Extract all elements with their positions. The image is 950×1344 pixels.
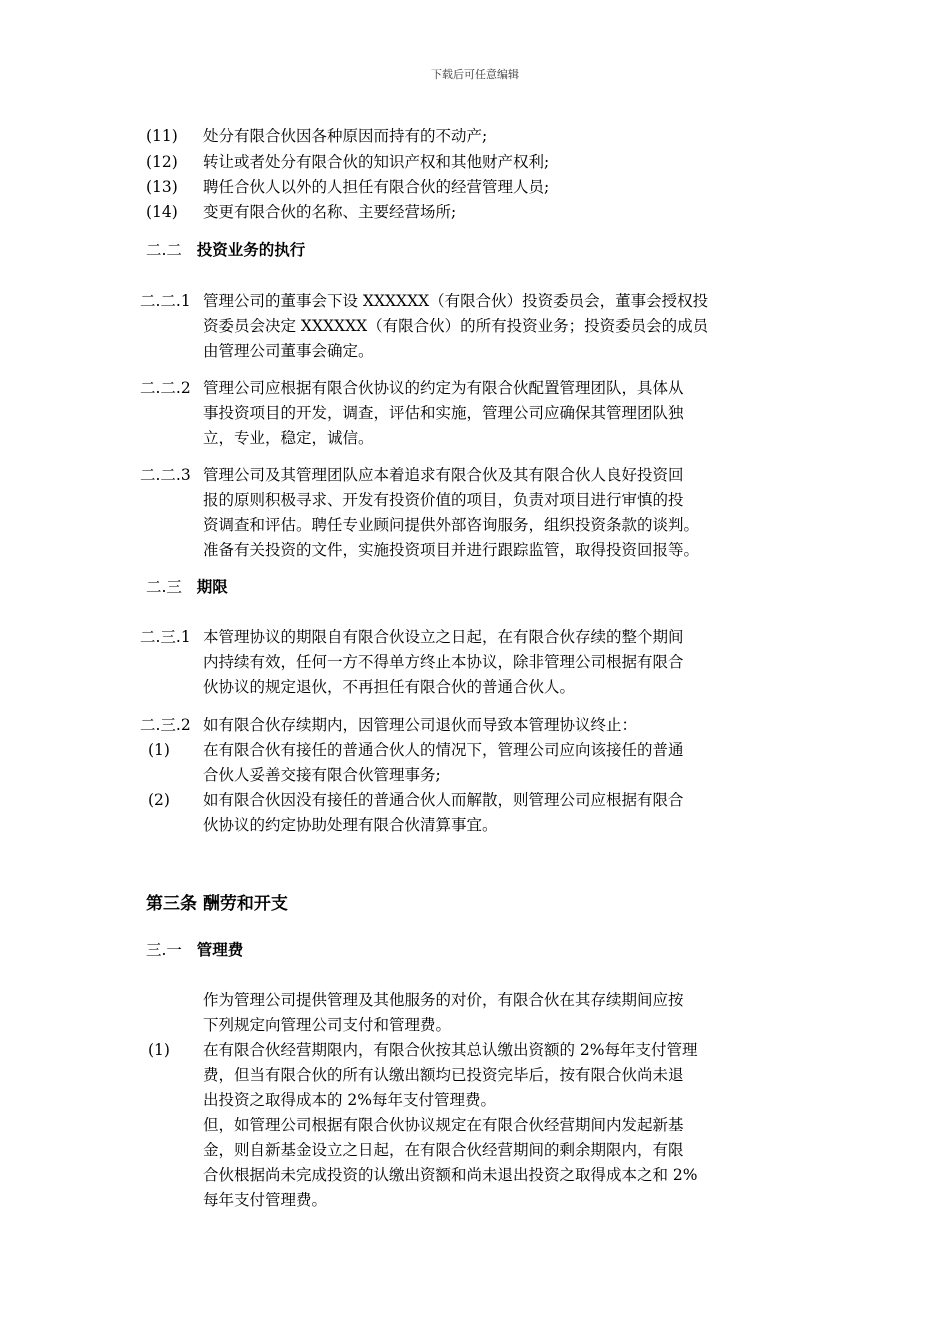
list-item-line: 每年支付管理费。 — [203, 1191, 328, 1209]
list-item-num: (2) — [148, 791, 170, 809]
clause-line: 内持续有效，任何一方不得单方终止本协议，除非管理公司根据有限合 — [203, 653, 684, 671]
list-item-num: (1) — [148, 1041, 170, 1059]
clause-line: 由管理公司董事会确定。 — [203, 342, 374, 360]
section-title: 管理费 — [196, 941, 244, 959]
list-item-line: 合伙根据尚未完成投资的认缴出资额和尚未退出投资之取得成本之和 2% — [203, 1166, 698, 1184]
page-header: 下载后可任意编辑 — [431, 68, 519, 81]
list-item-line: 如有限合伙因没有接任的普通合伙人而解散，则管理公司应根据有限合 — [203, 791, 684, 809]
clause-number: 二.三.2 — [140, 716, 191, 734]
paragraph-line: 作为管理公司提供管理及其他服务的对价，有限合伙在其存续期间应按 — [203, 991, 684, 1009]
clause-line: 准备有关投资的文件，实施投资项目并进行跟踪监管，取得投资回报等。 — [203, 541, 700, 559]
section-heading — [146, 239, 305, 261]
list-item-num: (1) — [148, 741, 170, 759]
paragraph-line: 下列规定向管理公司支付和管理费。 — [203, 1016, 452, 1034]
section-heading — [146, 576, 228, 598]
section-heading — [146, 939, 243, 961]
section-title: 期限 — [196, 578, 228, 596]
list-item-line: 合伙人妥善交接有限合伙管理事务; — [203, 766, 441, 784]
clause-line: 管理公司及其管理团队应本着追求有限合伙及其有限合伙人良好投资回 — [203, 466, 684, 484]
list-item-text: 变更有限合伙的名称、主要经营场所; — [203, 203, 457, 221]
article-heading: 第三条 酬劳和开支 — [146, 894, 288, 914]
list-item-line: 费，但当有限合伙的所有认缴出额均已投资完毕后，按有限合伙尚未退 — [203, 1066, 684, 1084]
list-item-num: (14) — [146, 203, 178, 221]
section-title: 投资业务的执行 — [196, 241, 306, 259]
clause-line: 立，专业，稳定，诚信。 — [203, 429, 374, 447]
clause-line: 事投资项目的开发，调查，评估和实施，管理公司应确保其管理团队独 — [203, 404, 684, 422]
list-item-text: 聘任合伙人以外的人担任有限合伙的经营管理人员; — [203, 178, 550, 196]
list-item-line: 伙协议的约定协助处理有限合伙清算事宜。 — [203, 816, 498, 834]
list-item-line: 金，则自新基金设立之日起，在有限合伙经营期间的剩余期限内，有限 — [203, 1141, 684, 1159]
clause-line: 本管理协议的期限自有限合伙设立之日起，在有限合伙存续的整个期间 — [203, 628, 684, 646]
list-item-line: 但，如管理公司根据有限合伙协议规定在有限合伙经营期间内发起新基 — [203, 1116, 684, 1134]
clause-number: 二.二.2 — [140, 379, 191, 397]
section-number: 三.一 — [146, 941, 182, 959]
list-item-text: 转让或者处分有限合伙的知识产权和其他财产权利; — [203, 153, 550, 171]
clause-line: 伙协议的规定退伙，不再担任有限合伙的普通合伙人。 — [203, 678, 576, 696]
list-item-line: 在有限合伙经营期限内，有限合伙按其总认缴出资额的 2%每年支付管理 — [203, 1041, 698, 1059]
clause-line: 资委员会决定 XXXXXX（有限合伙）的所有投资业务；投资委员会的成员 — [203, 317, 709, 335]
list-item-line: 出投资之取得成本的 2%每年支付管理费。 — [203, 1091, 497, 1109]
clause-line: 如有限合伙存续期内，因管理公司退伙而导致本管理协议终止： — [203, 716, 638, 734]
clause-number: 二.二.3 — [140, 466, 191, 484]
list-item-num: (11) — [146, 127, 178, 145]
clause-number: 二.三.1 — [140, 628, 191, 646]
list-item-text: 处分有限合伙因各种原因而持有的不动产; — [203, 127, 488, 145]
section-number: 二.二 — [146, 241, 182, 259]
clause-line: 管理公司应根据有限合伙协议的约定为有限合伙配置管理团队，具体从 — [203, 379, 684, 397]
clause-line: 报的原则积极寻求、开发有投资价值的项目，负责对项目进行审慎的投 — [203, 491, 684, 509]
list-item-line: 在有限合伙有接任的普通合伙人的情况下，管理公司应向该接任的普通 — [203, 741, 684, 759]
clause-line: 管理公司的董事会下设 XXXXXX（有限合伙）投资委员会，董事会授权投 — [203, 292, 709, 310]
clause-line: 资调查和评估。聘任专业顾问提供外部咨询服务，组织投资条款的谈判。 — [203, 516, 700, 534]
list-item-num: (12) — [146, 153, 178, 171]
list-item-num: (13) — [146, 178, 178, 196]
clause-number: 二.二.1 — [140, 292, 191, 310]
section-number: 二.三 — [146, 578, 182, 596]
